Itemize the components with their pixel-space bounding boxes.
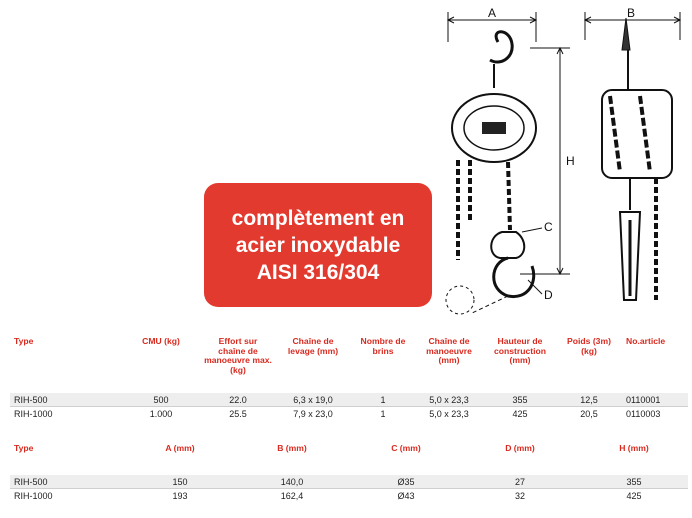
- dimension-d-label: D: [544, 288, 553, 302]
- t2-header-c: C (mm): [391, 443, 421, 453]
- t2-r1-type: RIH-500: [14, 477, 48, 487]
- t1-r2-poids: 20,5: [580, 409, 598, 419]
- t1-r2-nombre-brins: 1: [380, 409, 386, 419]
- t1-r2-hauteur: 425: [512, 409, 528, 419]
- t1-header-effort: Effort sur chaîne de manoeuvre max. (kg): [204, 336, 272, 375]
- banner-line-1: complètement en: [231, 206, 405, 230]
- t2-header-d: D (mm): [505, 443, 535, 453]
- t1-r2-chaine-levage: 7,9 x 23,0: [293, 409, 333, 419]
- t1-header-cmu: CMU (kg): [142, 336, 180, 346]
- banner-line-3: AISI 316/304: [256, 260, 380, 284]
- t2-r2-h: 425: [626, 491, 642, 501]
- t1-header-type: Type: [14, 336, 34, 346]
- t1-row-separator: [10, 406, 688, 407]
- t2-header-a: A (mm): [165, 443, 195, 453]
- hoist-diagram-svg: [430, 0, 692, 330]
- t2-r1-b: 140,0: [280, 477, 304, 487]
- t1-r2-article: 0110003: [626, 409, 661, 419]
- t2-row-1-background: [10, 475, 688, 488]
- banner-line-2: acier inoxydable: [235, 233, 401, 257]
- dimension-c-label: C: [544, 220, 553, 234]
- t1-r1-cmu: 500: [153, 395, 169, 405]
- t1-r2-effort: 25.5: [229, 409, 247, 419]
- t1-r2-chaine-manoeuvre: 5,0 x 23,3: [429, 409, 469, 419]
- t1-header-chaine-manoeuvre: Chaîne de manoeuvre (mm): [426, 336, 472, 365]
- t2-header-type: Type: [14, 443, 34, 453]
- t1-r1-nombre-brins: 1: [380, 395, 386, 405]
- t2-r1-d: 27: [514, 477, 525, 487]
- dimension-a-label: A: [488, 6, 497, 20]
- t1-r2-type: RIH-1000: [14, 409, 53, 419]
- t1-r1-effort: 22.0: [229, 395, 247, 405]
- t1-header-poids: Poids (3m) (kg): [567, 336, 611, 356]
- t1-header-chaine-levage: Chaîne de levage (mm): [287, 336, 339, 356]
- t2-r1-h: 355: [626, 477, 642, 487]
- t2-r2-c: Ø43: [397, 491, 415, 501]
- t2-r1-a: 150: [172, 477, 188, 487]
- t2-r2-b: 162,4: [280, 491, 304, 501]
- t1-r1-chaine-manoeuvre: 5,0 x 23,3: [429, 395, 469, 405]
- t1-r1-chaine-levage: 6,3 x 19,0: [293, 395, 333, 405]
- stainless-steel-banner: [204, 183, 432, 307]
- t1-header-hauteur: Hauteur de construction (mm): [493, 336, 547, 365]
- t2-r2-d: 32: [514, 491, 525, 501]
- t1-r2-cmu: 1.000: [149, 409, 173, 419]
- t2-header-h: H (mm): [619, 443, 649, 453]
- t1-r1-article: 0110001: [626, 395, 661, 405]
- dimension-h-label: H: [566, 154, 575, 168]
- hoist-technical-drawing: [430, 0, 692, 330]
- t1-header-nombre-brins: Nombre de brins: [360, 336, 406, 356]
- t1-header-article: No.article: [626, 336, 666, 346]
- t1-r1-poids: 12,5: [580, 395, 598, 405]
- t1-r1-hauteur: 355: [512, 395, 528, 405]
- dimension-b-label: B: [627, 6, 636, 20]
- t2-r2-type: RIH-1000: [14, 491, 53, 501]
- t1-r1-type: RIH-500: [14, 395, 48, 405]
- t2-header-b: B (mm): [277, 443, 307, 453]
- t2-row-separator: [10, 488, 688, 489]
- t2-r2-a: 193: [172, 491, 188, 501]
- t2-r1-c: Ø35: [397, 477, 415, 487]
